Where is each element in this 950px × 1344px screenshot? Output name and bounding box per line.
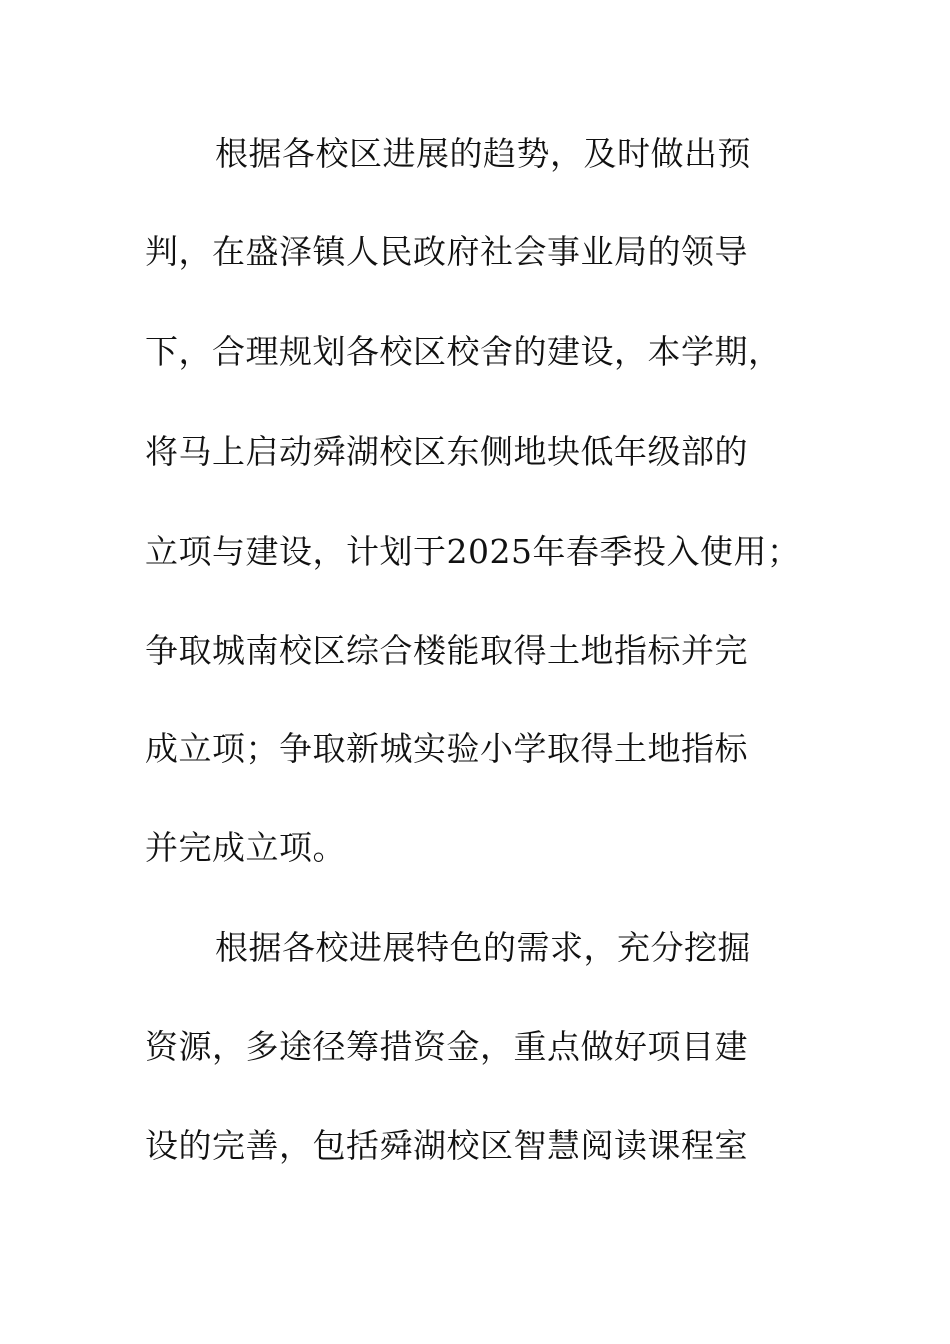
paragraph-1-line-3: 下，合理规划各校区校舍的建设，本学期，: [145, 332, 782, 371]
paragraph-2-line-2: 资源，多途径筹措资金，重点做好项目建: [145, 1027, 748, 1066]
paragraph-1-line-1: 根据各校区进展的趋势，及时做出预: [215, 134, 751, 173]
paragraph-1-line-5: 立项与建设，计划于2025年春季投入使用；: [145, 532, 801, 571]
paragraph-2-line-3: 设的完善，包括舜湖校区智慧阅读课程室: [145, 1126, 748, 1165]
paragraph-1-line-7: 成立项；争取新城实验小学取得土地指标: [145, 729, 748, 768]
paragraph-1-line-2: 判，在盛泽镇人民政府社会事业局的领导: [145, 232, 748, 271]
paragraph-1-line-8: 并完成立项。: [145, 828, 346, 867]
paragraph-1-line-6: 争取城南校区综合楼能取得土地指标并完: [145, 631, 748, 670]
paragraph-1-line-4: 将马上启动舜湖校区东侧地块低年级部的: [145, 432, 748, 471]
paragraph-2-line-1: 根据各校进展特色的需求，充分挖掘: [215, 928, 751, 967]
